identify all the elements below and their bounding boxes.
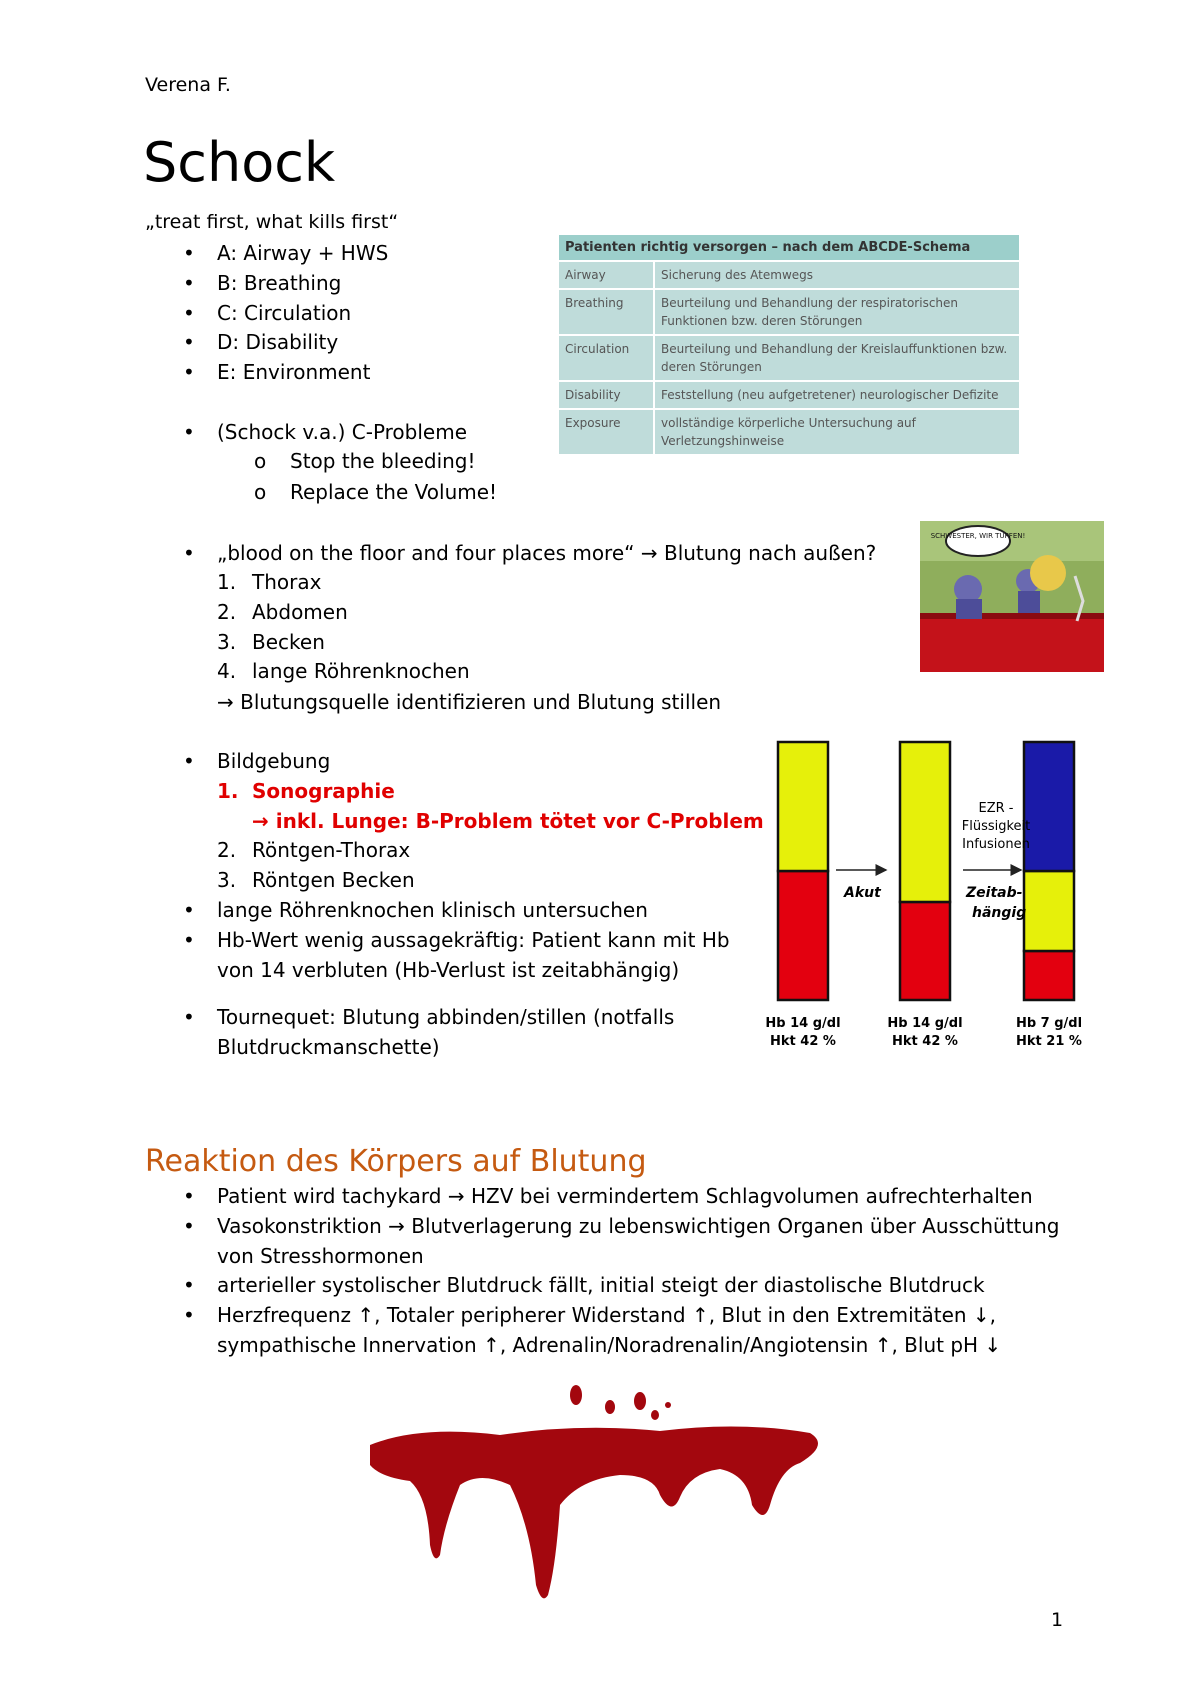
list-item: lange Röhrenknochen klinisch untersuchen: [217, 898, 648, 922]
list-item: Tournequet: Blutung abbinden/stillen (notfalls: [217, 1005, 675, 1029]
table-cell-value: Sicherung des Atemwegs: [654, 261, 1020, 289]
zeit-label-1: Zeitab-: [966, 885, 1023, 901]
list-item: Röntgen-Thorax: [252, 838, 411, 862]
hb-bar-segment-yellow: [900, 742, 950, 902]
hb-bar-segment-yellow: [1024, 871, 1074, 951]
hb-label: Hb 14 g/dl: [887, 1016, 963, 1031]
list-number: 4.: [217, 659, 237, 683]
bullet-icon: •: [183, 1303, 195, 1327]
list-number: 3.: [217, 630, 237, 654]
list-item: B: Breathing: [217, 271, 342, 295]
list-number: 2.: [217, 838, 237, 862]
list-item: Patient wird tachykard → HZV bei vermindertem Schlagvolumen aufrechterhalten: [217, 1184, 1033, 1208]
bullet-icon: •: [183, 898, 195, 922]
bullet-icon: •: [183, 541, 195, 565]
c-problems-label: (Schock v.a.) C-Probleme: [217, 420, 468, 444]
hb-bar-segment-red: [1024, 951, 1074, 1000]
table-cell-value: Beurteilung und Behandlung der respiratorischen Funktionen bzw. deren Störungen: [654, 289, 1020, 335]
list-item: Röntgen Becken: [252, 868, 415, 892]
list-number: 1.: [217, 570, 237, 594]
list-item: Replace the Volume!: [290, 480, 498, 504]
sub-bullet-icon: o: [254, 449, 267, 473]
bullet-icon: •: [183, 360, 195, 384]
bullet-icon: •: [183, 241, 195, 265]
list-item: lange Röhrenknochen: [252, 659, 470, 683]
list-number: 3.: [217, 868, 237, 892]
bullet-icon: •: [183, 1005, 195, 1029]
hb-label: Hb 14 g/dl: [766, 1016, 841, 1031]
list-item: Vasokonstriktion → Blutverlagerung zu lebenswichtigen Organen über Ausschüttung: [217, 1214, 1060, 1238]
imaging-label: Bildgebung: [217, 749, 331, 773]
list-item-continued: sympathische Innervation ↑, Adrenalin/Noradrenalin/Angiotensin ↑, Blut pH ↓: [217, 1333, 1002, 1357]
bullet-icon: •: [183, 928, 195, 952]
sonography-note: → inkl. Lunge: B-Problem tötet vor C-Problem: [252, 809, 764, 833]
list-number: 2.: [217, 600, 237, 624]
bullet-icon: •: [183, 330, 195, 354]
blood-floor-label: „blood on the floor and four places more“ → Blutung nach außen?: [217, 541, 877, 565]
sonography-item: Sonographie: [252, 779, 395, 803]
ezr-label-2: Flüssigkeit: [961, 819, 1031, 834]
table-cell-key: Exposure: [558, 409, 654, 455]
table-cell-value: Beurteilung und Behandlung der Kreislauffunktionen bzw. deren Störungen: [654, 335, 1020, 381]
hb-bar-segment-red: [900, 902, 950, 1000]
blood-floor-conclusion: → Blutungsquelle identifizieren und Blutung stillen: [217, 690, 722, 714]
list-item: Abdomen: [252, 600, 348, 624]
list-item: D: Disability: [217, 330, 339, 354]
motto-quote: „treat first, what kills first“: [145, 211, 399, 233]
bullet-icon: •: [183, 420, 195, 444]
list-item: Hb-Wert wenig aussagekräftig: Patient kann mit Hb: [217, 928, 730, 952]
list-item: A: Airway + HWS: [217, 241, 389, 265]
table-cell-key: Circulation: [558, 335, 654, 381]
hb-diagram: [766, 730, 1120, 1070]
table-cell-key: Breathing: [558, 289, 654, 335]
akut-label: Akut: [844, 885, 881, 901]
list-item: Herzfrequenz ↑, Totaler peripherer Widerstand ↑, Blut in den Extremitäten ↓,: [217, 1303, 997, 1327]
list-item: Becken: [252, 630, 325, 654]
list-item: arterieller systolischer Blutdruck fällt, initial steigt der diastolische Blutdruck: [217, 1273, 985, 1297]
ezr-label-3: Infusionen: [962, 837, 1030, 852]
list-item-continued: von Stresshormonen: [217, 1244, 424, 1268]
bullet-icon: •: [183, 1184, 195, 1208]
blood-splatter-image: [360, 1385, 840, 1610]
abcde-table-header: Patienten richtig versorgen – nach dem ABCDE-Schema: [558, 234, 1020, 261]
bullet-icon: •: [183, 271, 195, 295]
list-item: C: Circulation: [217, 301, 352, 325]
hb-label: Hb 7 g/dl: [1015, 1016, 1083, 1031]
page-number: 1: [1051, 1609, 1064, 1631]
section-heading: Reaktion des Körpers auf Blutung: [145, 1144, 647, 1179]
list-number: 1.: [217, 779, 239, 803]
cartoon-speech: SCHWESTER, WIR TUPFEN!: [930, 532, 1026, 540]
ezr-label-1: EZR -: [978, 801, 1014, 816]
hkt-label: Hkt 42 %: [770, 1034, 836, 1049]
table-cell-key: Airway: [558, 261, 654, 289]
list-item-continued: von 14 verbluten (Hb-Verlust ist zeitabhängig): [217, 958, 680, 982]
author-name: Verena F.: [145, 74, 231, 96]
zeit-label-2: hängig: [972, 905, 1027, 921]
bullet-icon: •: [183, 1214, 195, 1238]
abcde-table: [557, 233, 1021, 456]
table-cell-value: Feststellung (neu aufgetretener) neurologischer Defizite: [654, 381, 1020, 409]
sub-bullet-icon: o: [254, 480, 267, 504]
bullet-icon: •: [183, 1273, 195, 1297]
hb-bar-segment-blue: [1024, 742, 1074, 871]
bullet-icon: •: [183, 301, 195, 325]
surgery-cartoon-image: [920, 521, 1104, 672]
table-cell-key: Disability: [558, 381, 654, 409]
hkt-label: Hkt 21 %: [1016, 1034, 1082, 1049]
hkt-label: Hkt 42 %: [892, 1034, 958, 1049]
hb-bar-segment-yellow: [778, 742, 828, 871]
list-item: Stop the bleeding!: [290, 449, 476, 473]
hb-bar-segment-red: [778, 871, 828, 1000]
list-item: Thorax: [252, 570, 322, 594]
list-item: E: Environment: [217, 360, 371, 384]
bullet-icon: •: [183, 749, 195, 773]
table-cell-value: vollständige körperliche Untersuchung auf Verletzungshinweise: [654, 409, 1020, 455]
page-title: Schock: [143, 131, 336, 194]
list-item-continued: Blutdruckmanschette): [217, 1035, 440, 1059]
